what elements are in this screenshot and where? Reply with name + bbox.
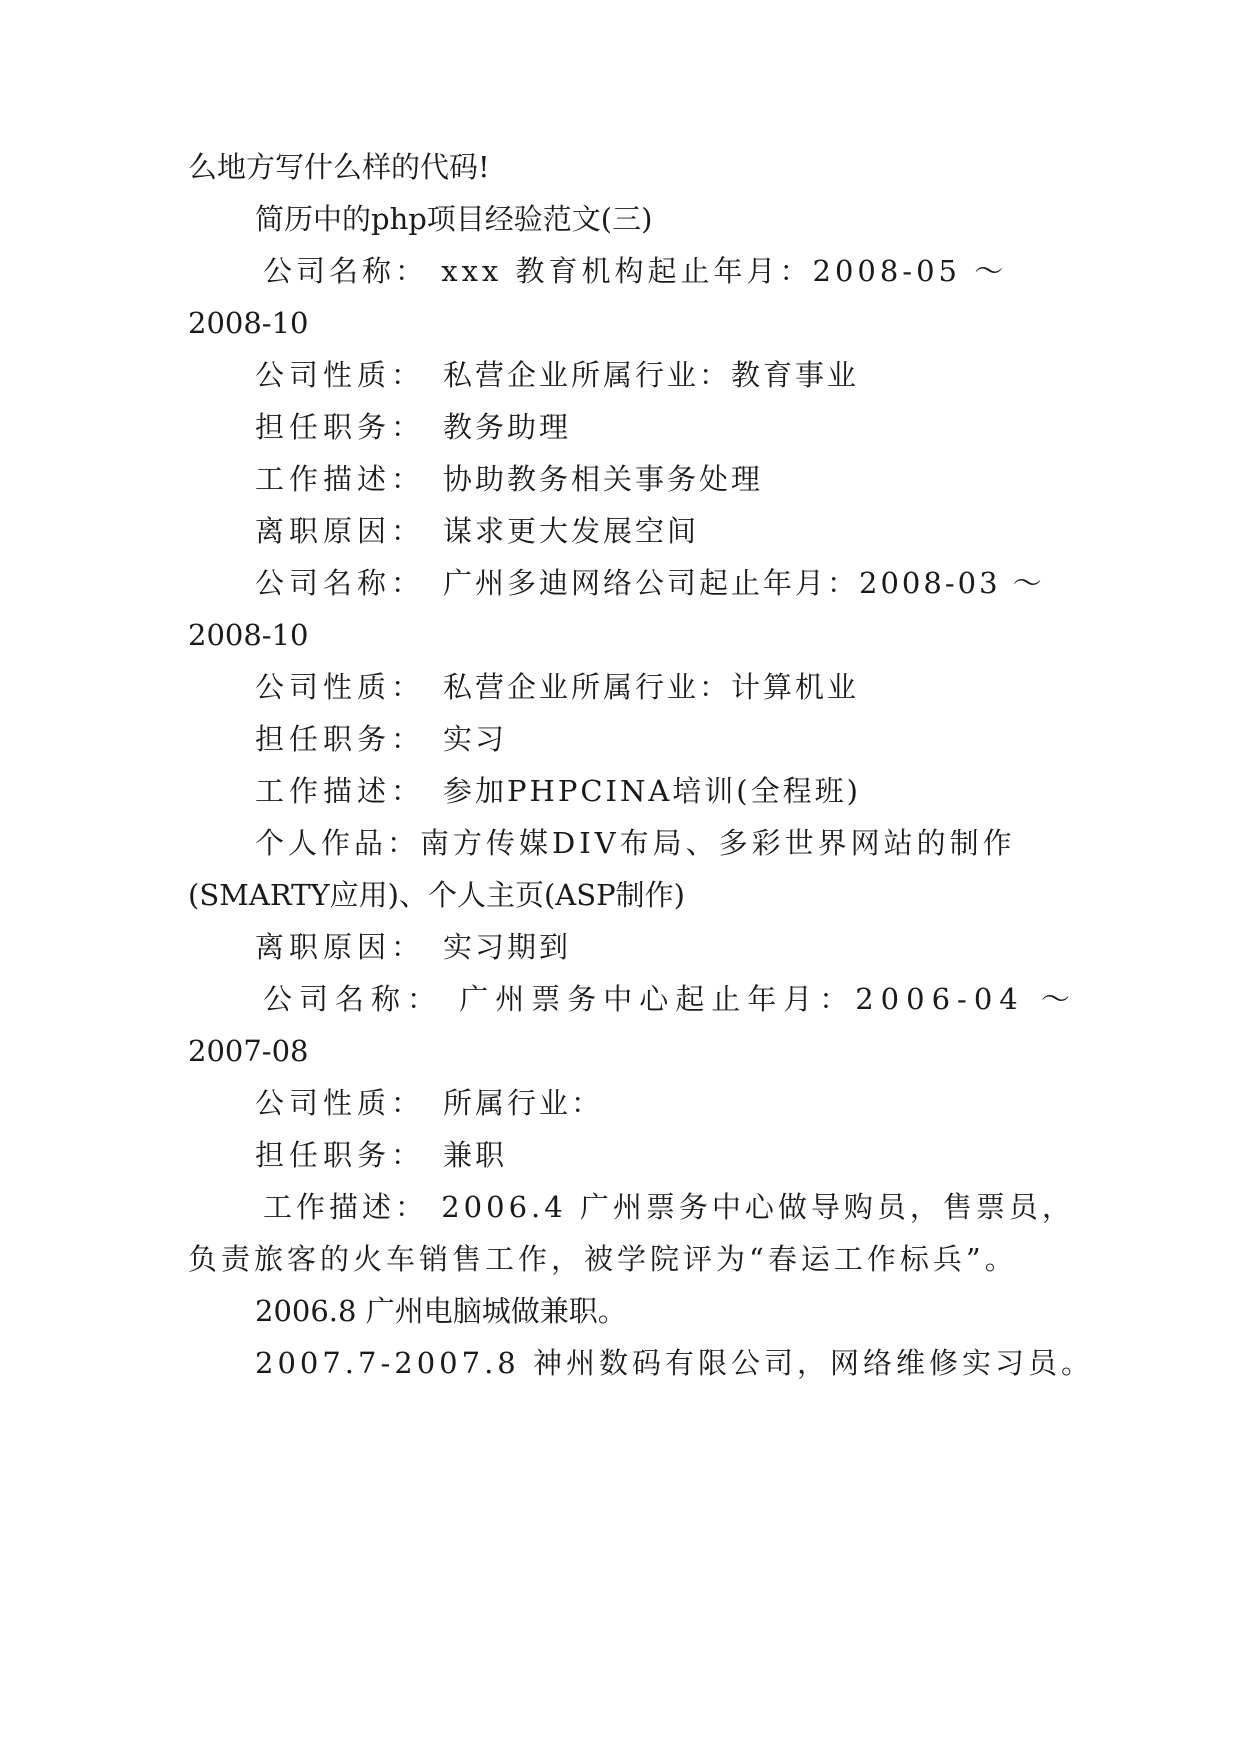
- company-type-line-1: [255, 355, 1241, 395]
- description-line-1: [255, 459, 1241, 499]
- date-end-line-2: 2008-10: [188, 618, 309, 652]
- date-end-line-3: 2007-08: [188, 1034, 309, 1068]
- company-name-line-1: 公司名称： xxx 教育机构起止年月：2008-05 ～: [263, 254, 1008, 288]
- field-label: 公司名称：: [255, 566, 426, 600]
- text-line-continuation: 么地方写什么样的代码!: [188, 150, 490, 184]
- leave-reason-line-2: [255, 927, 1241, 967]
- field-value: 谋求更大发展空间: [443, 514, 700, 548]
- field-value: 兼职: [443, 1138, 508, 1172]
- field-label: 担任职务：: [255, 1138, 426, 1172]
- company-type-line-3: [255, 1083, 1241, 1123]
- date-end-line-1: 2008-10: [188, 306, 309, 340]
- field-label: 公司性质：: [255, 1086, 426, 1120]
- field-label: 公司性质：: [255, 358, 426, 392]
- field-label: 工作描述：: [255, 462, 426, 496]
- field-label: 担任职务：: [255, 410, 426, 444]
- field-label: 工作描述：: [255, 774, 426, 808]
- leave-reason-line-1: [255, 511, 1241, 551]
- experience-line-1: 2006.8 广州电脑城做兼职。: [255, 1294, 627, 1328]
- field-value: 实习: [443, 722, 508, 756]
- field-value: 所属行业：: [443, 1086, 604, 1120]
- portfolio-line-continuation: (SMARTY应用)、个人主页(ASP制作): [188, 878, 685, 912]
- company-name-line-2: [255, 563, 1241, 603]
- position-line-1: [255, 407, 1241, 447]
- description-line-3: 工作描述： 2006.4 广州票务中心做导购员，售票员，: [263, 1190, 1075, 1224]
- section-heading: 简历中的php项目经验范文(三): [255, 202, 653, 236]
- field-value: 协助教务相关事务处理: [443, 462, 764, 496]
- description-line-2: [255, 771, 1241, 811]
- field-label: 公司性质：: [255, 670, 426, 704]
- company-name-line-3: 公司名称： 广州票务中心起止年月：2006-04 ～: [263, 982, 1077, 1016]
- field-value: 教务助理: [443, 410, 572, 444]
- field-label: 离职原因：: [255, 930, 426, 964]
- field-value: 私营企业所属行业：计算机业: [443, 670, 860, 704]
- description-line-3-continuation: 负责旅客的火车销售工作，被学院评为“春运工作标兵”。: [188, 1242, 1018, 1276]
- field-label: 离职原因：: [255, 514, 426, 548]
- field-value: 实习期到: [443, 930, 572, 964]
- portfolio-line: 个人作品：南方传媒DIV布局、多彩世界网站的制作: [255, 826, 1016, 860]
- field-value: 广州多迪网络公司起止年月：2008-03 ～: [443, 566, 1045, 600]
- field-value: 私营企业所属行业：教育事业: [443, 358, 860, 392]
- field-label: 担任职务：: [255, 722, 426, 756]
- position-line-2: [255, 719, 1241, 759]
- position-line-3: [255, 1135, 1241, 1175]
- company-type-line-2: [255, 667, 1241, 707]
- experience-line-2: 2007.7-2007.8 神州数码有限公司，网络维修实习员。: [255, 1346, 1094, 1380]
- field-value: 参加PHPCINA培训(全程班): [443, 774, 861, 808]
